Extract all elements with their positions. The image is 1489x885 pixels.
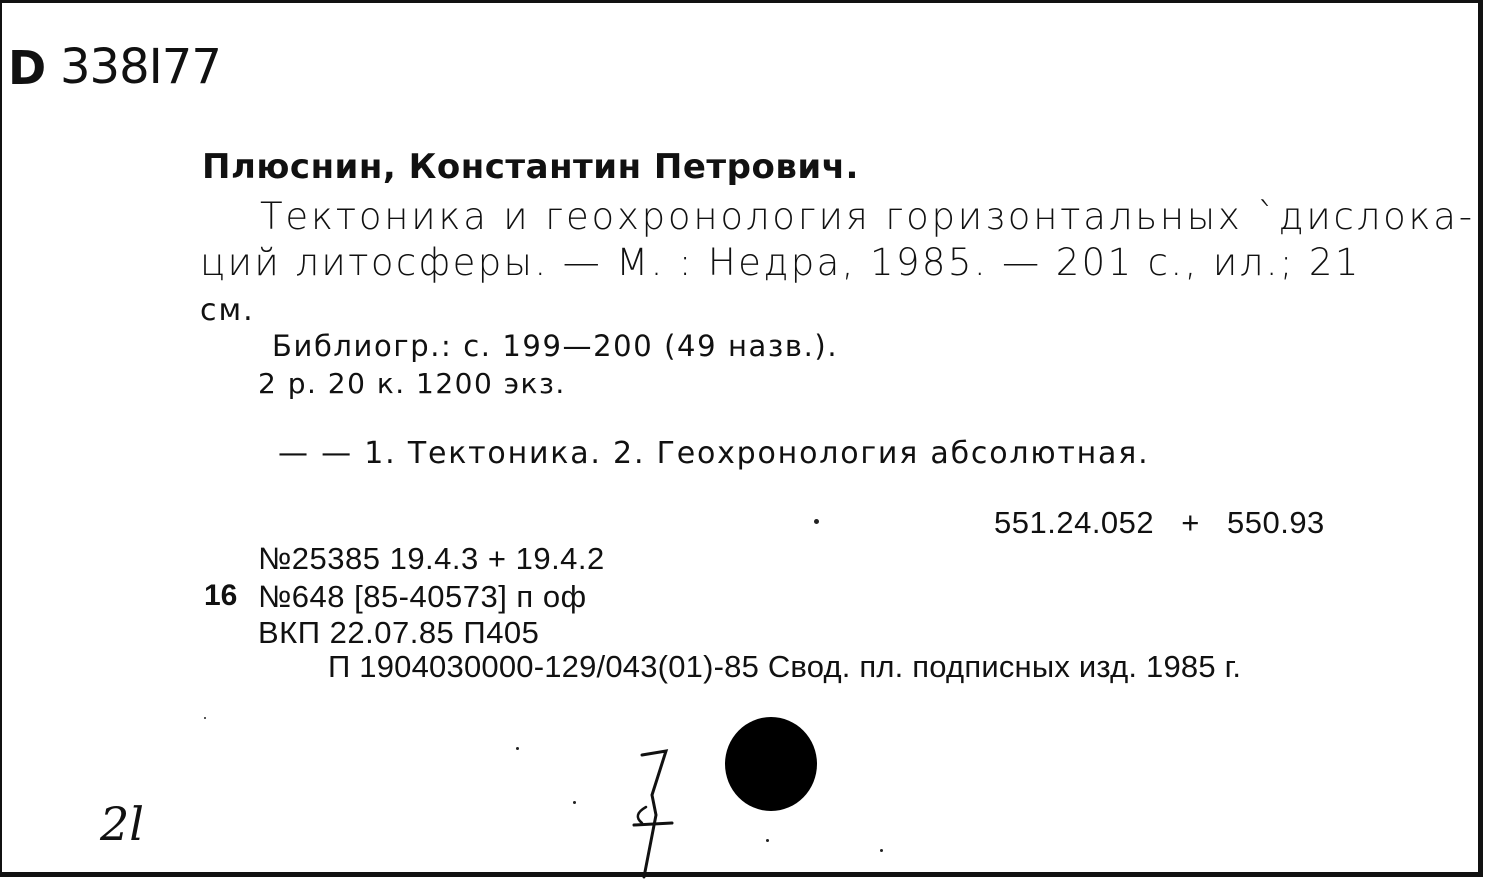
- speck: [766, 839, 769, 842]
- card-number-prefix: 16: [204, 579, 238, 612]
- udc-classification: 551.24.052 + 550.93: [994, 505, 1325, 540]
- speck: [204, 717, 206, 719]
- publication-code-line: П 1904030000-129/043(01)-85 Свод. пл. подписных изд. 1985 г.: [328, 649, 1242, 684]
- speck: [814, 519, 819, 524]
- author-heading: Плюснин, Константин Петрович.: [202, 147, 859, 187]
- punched-hole-mark: [725, 717, 817, 811]
- call-number-mark: D: [8, 41, 47, 95]
- bibliography-note: Библиогр.: с. 199—200 (49 назв.).: [272, 329, 839, 363]
- title-line-1: Тектоника и геохронология горизонтальных `дислока-: [260, 195, 1475, 238]
- vkp-line: ВКП 22.07.85 П405: [258, 615, 540, 650]
- price-and-copies: 2 р. 20 к. 1200 экз.: [258, 367, 566, 400]
- card-number-line: №648 [85-40573] п оф: [258, 579, 587, 614]
- speck: [573, 801, 576, 804]
- subject-headings: — — 1. Тектоника. 2. Геохронология абсолютная.: [278, 436, 1150, 471]
- title-line-3: см.: [200, 293, 255, 328]
- handwritten-seven-mark: [622, 745, 692, 885]
- call-number: 338I77: [60, 39, 221, 95]
- title-line-2: ций литосферы. — М. : Недра, 1985. — 201 с., ил.; 21: [200, 241, 1361, 284]
- speck: [880, 849, 883, 852]
- handwritten-mark: 2l: [100, 797, 144, 851]
- speck: [516, 747, 519, 750]
- registration-number-line: №25385 19.4.3 + 19.4.2: [258, 541, 605, 576]
